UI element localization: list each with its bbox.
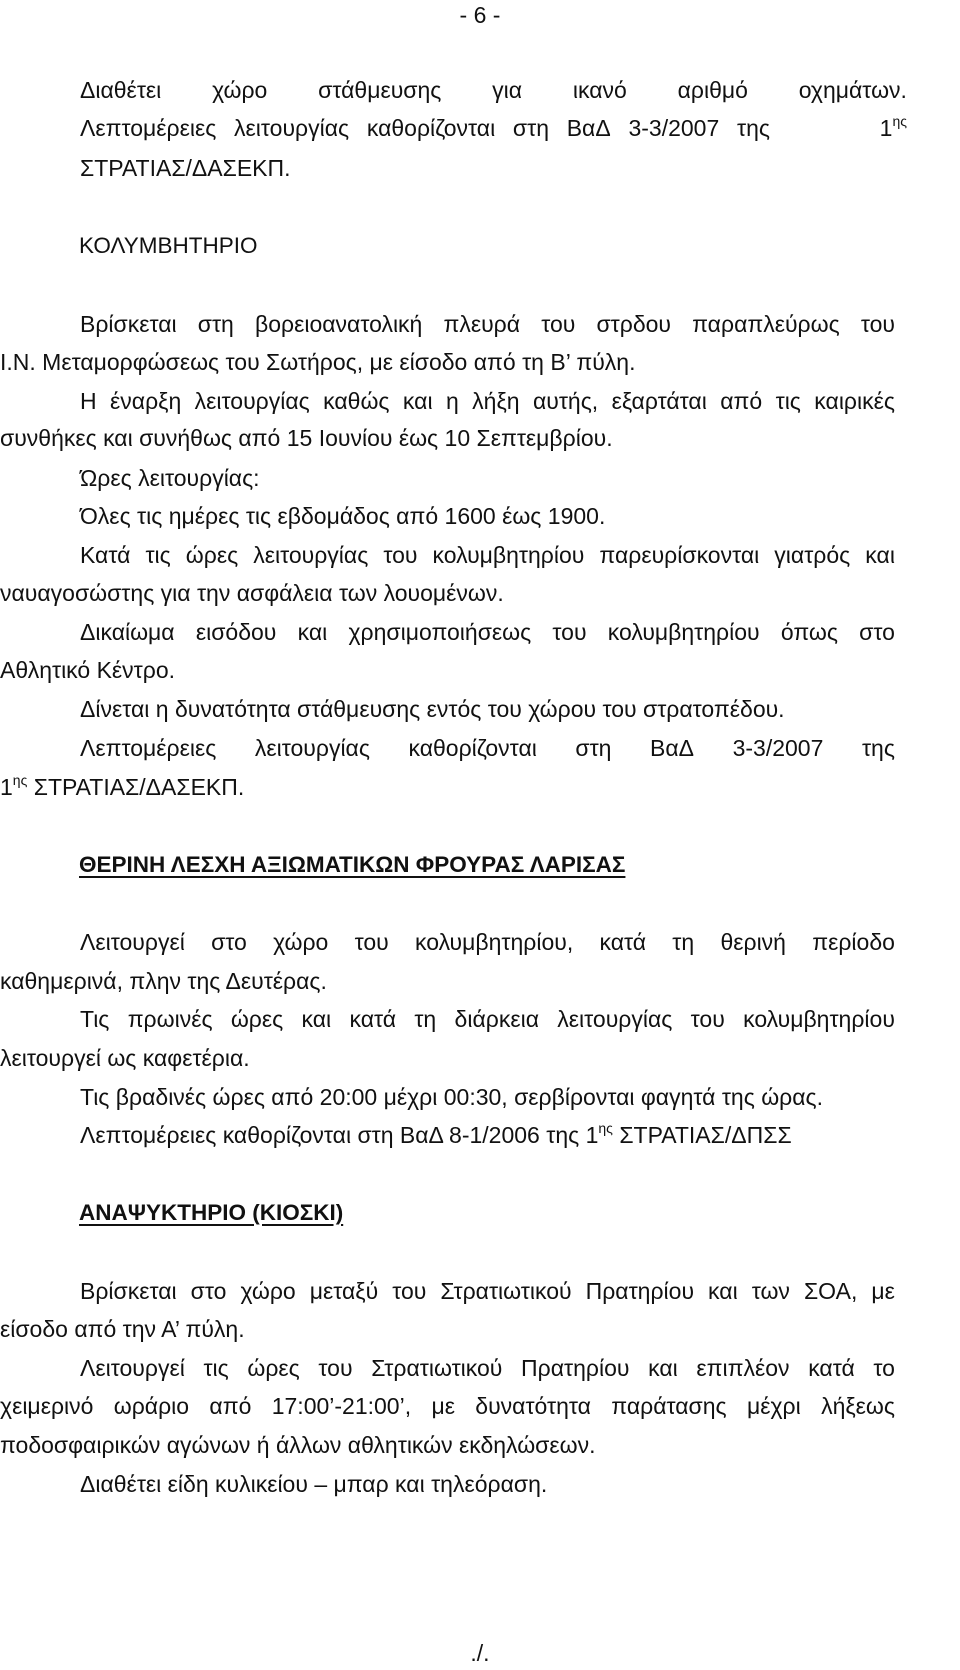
word: το (873, 1355, 895, 1381)
word: οχημάτων. (798, 77, 907, 103)
words-run (80, 108, 770, 148)
word: παρευρίσκονται (599, 542, 760, 568)
word: κολυμβητηρίου (607, 619, 760, 645)
word: 3-3/2007 (732, 735, 824, 761)
word: για (492, 77, 523, 103)
word: λειτουργίας (557, 1006, 673, 1032)
word: πρωινές (127, 1006, 213, 1032)
word: μέχρι (746, 1393, 801, 1419)
word: λήξη (472, 388, 520, 414)
word: του (690, 1006, 725, 1032)
paragraph-line: Τις βραδινές ώρες από 20:00 μέχρι 00:30, σερβίρονται φαγητά της ώρας. (80, 1084, 824, 1110)
word: βορειοανατολική (254, 311, 423, 337)
word: Διαθέτει (80, 77, 162, 103)
word: τις (145, 542, 171, 568)
word: του (392, 1278, 427, 1304)
word: λειτουργίας (254, 735, 370, 761)
word: κατά (808, 1355, 855, 1381)
word: πλευρά (443, 311, 521, 337)
paragraph-line (0, 108, 907, 148)
paragraph-line: Ώρες λειτουργίας: (80, 465, 260, 491)
word: Πρατηρίου (521, 1355, 630, 1381)
paragraph-line: Ι.Ν. Μεταμορφώσεως του Σωτήρος, με είσοδο από τη Β’ πύλη. (0, 349, 636, 375)
word: Τις (80, 1006, 110, 1032)
paragraph-line (0, 1348, 895, 1388)
word: κολυμβητηρίου, (415, 929, 574, 955)
word: μεταξύ (309, 1278, 379, 1304)
paragraph-line: Δίνεται η δυνατότητα στάθμευσης εντός του χώρου του στρατοπέδου. (80, 696, 785, 722)
section-heading: ΚΟΛΥΜΒΗΤΗΡΙΟ (79, 233, 258, 258)
word: ωράριο (113, 1393, 190, 1419)
paragraph-line: Λεπτομέρειες καθορίζονται στη ΒαΔ 8-1/2006 της $1^{\eta\varsigma}$ ΣΤΡΑΤΙΑΣ/ΔΠΣΣ (80, 1120, 792, 1148)
paragraph-line (0, 728, 895, 768)
word: 3-3/2007 (628, 115, 720, 141)
paragraph-line: λειτουργεί ως καφετέρια. (0, 1045, 250, 1071)
word: και (402, 388, 433, 414)
word: με (431, 1393, 455, 1419)
word: του (552, 619, 587, 645)
paragraph-line (0, 304, 895, 344)
word: στη (197, 311, 234, 337)
word: ΣΟΑ, (803, 1278, 858, 1304)
paragraph-line: $1^{\eta\varsigma}$ ΣΤΡΑΤΙΑΣ/ΔΑΣΕΚΠ. (0, 772, 245, 800)
word: του (860, 311, 895, 337)
word: ΒαΔ (566, 115, 611, 141)
word: αυτής, (532, 388, 599, 414)
word: τη (414, 1006, 437, 1032)
paragraph-line: Διαθέτει είδη κυλικείου – μπαρ και τηλεόραση. (80, 1471, 548, 1497)
word: του (318, 1355, 353, 1381)
word: του (541, 311, 576, 337)
paragraph-line: συνθήκες και συνήθως από 15 Ιουνίου έως 10 Σεπτεμβρίου. (0, 425, 613, 451)
word: κολυμβητηρίου (743, 1006, 895, 1032)
word: θερινή (720, 929, 786, 955)
word: στη (575, 735, 612, 761)
word: καθώς (323, 388, 390, 414)
word: χώρο (212, 77, 268, 103)
word: στρδου (596, 311, 672, 337)
word: χρησιμοποιήσεως (348, 619, 532, 645)
word: Βρίσκεται (80, 1278, 177, 1304)
word: Λειτουργεί (80, 1355, 185, 1381)
paragraph-line: ναυαγοσώστης για την ασφάλεια των λουομένων. (0, 580, 504, 606)
word: του (354, 929, 389, 955)
word: Λεπτομέρειες (80, 735, 217, 761)
paragraph-line: Αθλητικό Κέντρο. (0, 657, 176, 683)
paragraph-line: ποδοσφαιρικών αγώνων ή άλλων αθλητικών εκδηλώσεων. (0, 1432, 596, 1458)
word: της (861, 735, 895, 761)
word: από (209, 1393, 252, 1419)
word: στο (211, 929, 247, 955)
word: των (751, 1278, 790, 1304)
word: ικανό (572, 77, 627, 103)
word: Η (80, 388, 97, 414)
paragraph-line (0, 535, 895, 575)
word: και (297, 619, 328, 645)
word: χώρο (273, 929, 329, 955)
word: λειτουργίας (234, 115, 350, 141)
word: τις (775, 388, 801, 414)
word: κατά (599, 929, 647, 955)
word: παράτασης (611, 1393, 727, 1419)
word: Στρατιωτικού (371, 1355, 503, 1381)
word: περίοδο (812, 929, 895, 955)
word: διάρκεια (454, 1006, 539, 1032)
paragraph-line (0, 612, 895, 652)
word: ώρες (230, 1006, 284, 1032)
continuation-mark: ./. (470, 1640, 490, 1666)
word: καθορίζονται (366, 115, 496, 141)
ordinal-text: $1^{\eta\varsigma}$ (879, 113, 907, 141)
paragraph-line (0, 381, 895, 421)
word: κολυμβητηρίου (432, 542, 585, 568)
word: επιπλέον (696, 1355, 790, 1381)
word: λειτουργίας (194, 388, 310, 414)
paragraph-line: καθημερινά, πλην της Δευτέρας. (0, 968, 327, 994)
word: και (301, 1006, 332, 1032)
word: του (383, 542, 418, 568)
word: τις (203, 1355, 229, 1381)
word: αριθμό (677, 77, 748, 103)
word: και (648, 1355, 678, 1381)
word: Κατά (80, 542, 131, 568)
word: με (871, 1278, 895, 1304)
word: έναρξη (110, 388, 182, 414)
word: χειμερινό (0, 1393, 94, 1419)
word: γιατρός (774, 542, 851, 568)
paragraph-line (0, 999, 895, 1039)
word: Στρατιωτικού (440, 1278, 572, 1304)
word: Δικαίωμα (80, 619, 175, 645)
paragraph-line: είσοδο από την Α’ πύλη. (0, 1316, 245, 1342)
word: η (445, 388, 459, 414)
section-heading: ΑΝΑΨΥΚΤΗΡΙΟ (ΚΙΟΣΚΙ) (79, 1200, 344, 1225)
word: από (720, 388, 763, 414)
page-number: - 6 - (459, 2, 501, 28)
word: στάθμευσης (318, 77, 442, 103)
word: Λεπτομέρειες (80, 115, 217, 141)
word: ώρες (185, 542, 239, 568)
word: Λειτουργεί (80, 929, 185, 955)
word: όπως (780, 619, 838, 645)
word: Πρατηρίου (585, 1278, 695, 1304)
word: λειτουργίας (253, 542, 369, 568)
paragraph-line (0, 922, 895, 962)
word: κατά (349, 1006, 397, 1032)
word: και (708, 1278, 738, 1304)
word: εξαρτάται (611, 388, 707, 414)
word: εισόδου (195, 619, 277, 645)
word: λήξεως (821, 1393, 895, 1419)
paragraph-line (0, 1271, 895, 1311)
word: χώρο (240, 1278, 296, 1304)
word: καιρικές (814, 388, 895, 414)
word: καθορίζονται (408, 735, 537, 761)
word: 17:00’-21:00’, (271, 1393, 412, 1419)
word: Βρίσκεται (80, 311, 177, 337)
word: τη (672, 929, 695, 955)
word: στη (512, 115, 549, 141)
word: της (736, 115, 770, 141)
paragraph-line: ΣΤΡΑΤΙΑΣ/ΔΑΣΕΚΠ. (80, 155, 291, 181)
word: δυνατότητα (475, 1393, 591, 1419)
word: και (865, 542, 895, 568)
word: παραπλεύρως (692, 311, 840, 337)
paragraph-line (0, 70, 907, 110)
word: ώρες (247, 1355, 300, 1381)
word: ΒαΔ (650, 735, 695, 761)
section-heading: ΘΕΡΙΝΗ ΛΕΣΧΗ ΑΞΙΩΜΑΤΙΚΩΝ ΦΡΟΥΡΑΣ ΛΑΡΙΣΑΣ (79, 852, 626, 877)
word: στο (190, 1278, 227, 1304)
paragraph-line (0, 1386, 895, 1426)
paragraph-line: Όλες τις ημέρες τις εβδομάδος από 1600 έως 1900. (80, 503, 606, 529)
word: στο (859, 619, 895, 645)
